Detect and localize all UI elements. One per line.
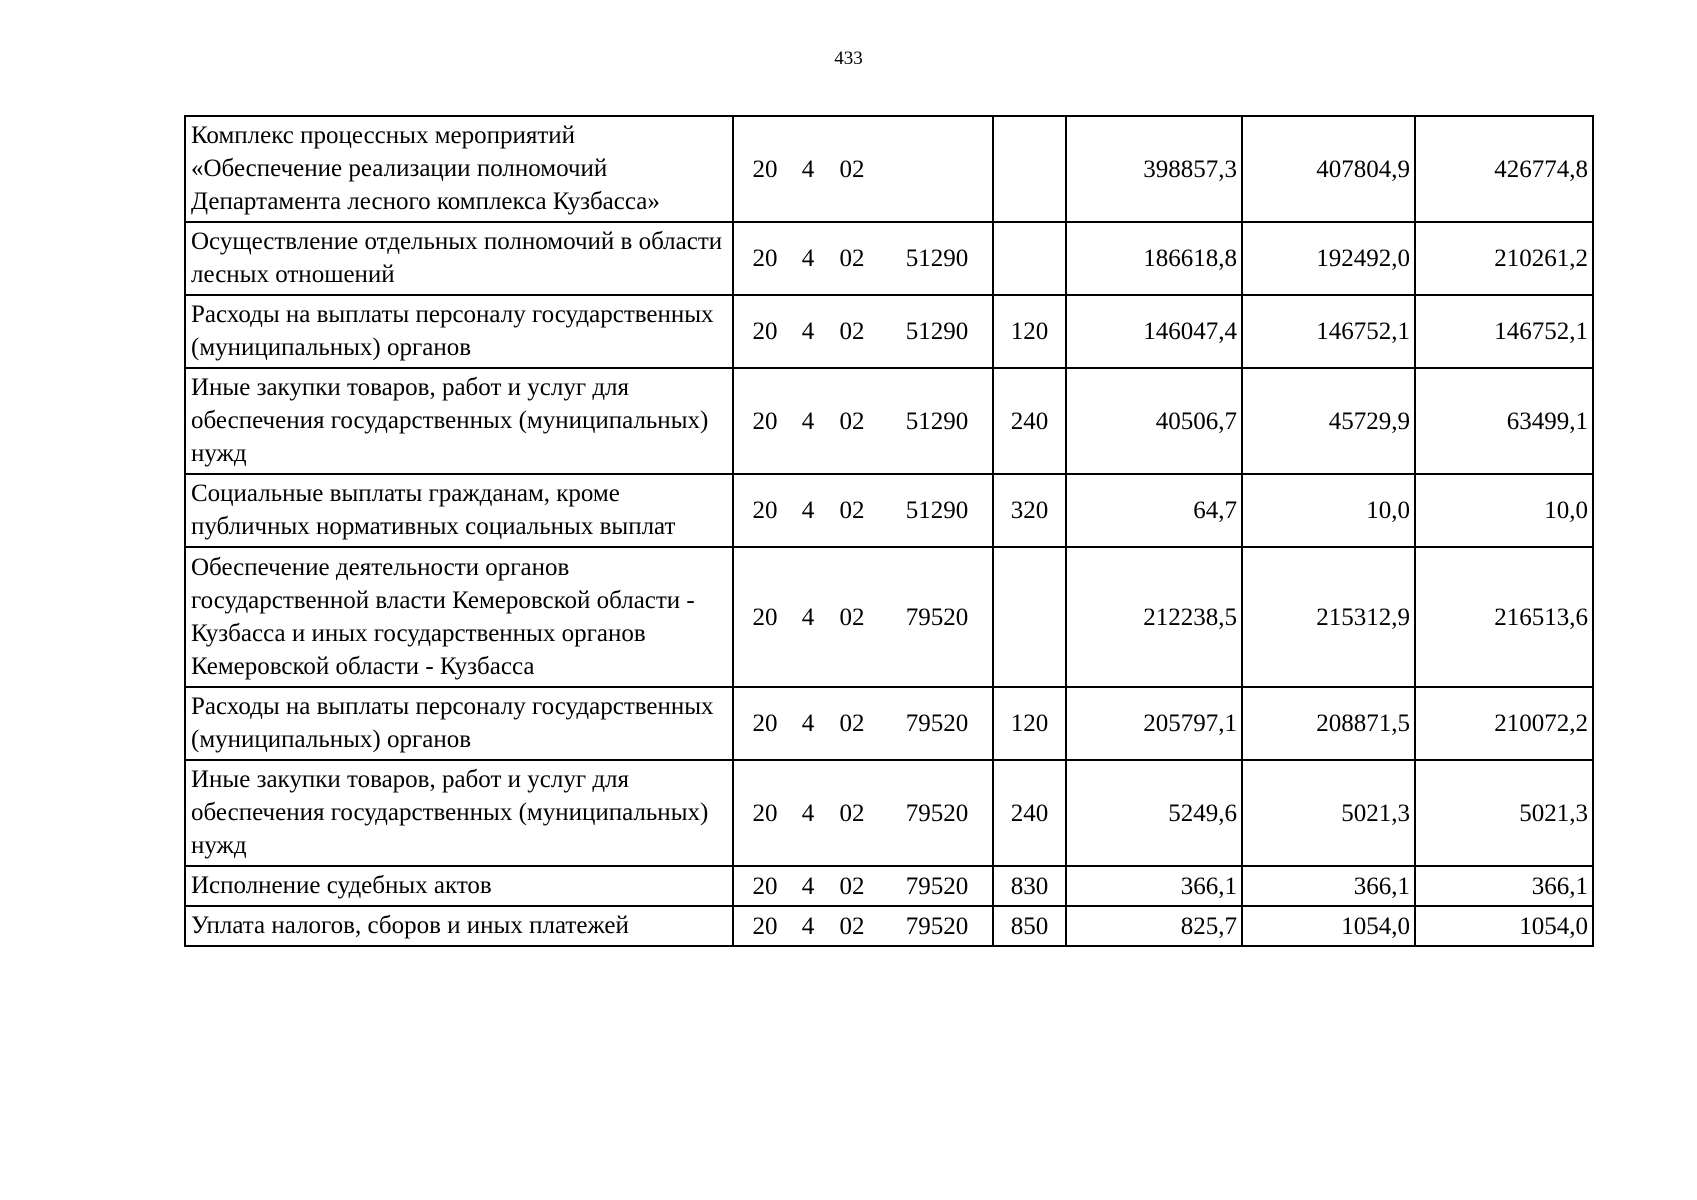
expense-type-code (993, 222, 1066, 295)
amount-year-3: 1054,0 (1415, 906, 1593, 946)
target-article-code (733, 687, 993, 760)
program-code: 20 (752, 710, 778, 737)
row-description: Расходы на выплаты персоналу государственных (муниципальных) органов (185, 687, 733, 760)
amount-year-1: 398857,3 (1066, 116, 1242, 222)
target-article-code (733, 866, 993, 906)
target-article-code (733, 222, 993, 295)
row-description: Обеспечение деятельности органов государственной власти Кемеровской области - Кузбасса и иных государственных органов Кемеровской области - Кузбасса (185, 547, 733, 687)
row-description: Осуществление отдельных полномочий в области лесных отношений (185, 222, 733, 295)
group-code: 02 (839, 318, 865, 345)
row-description: Комплекс процессных мероприятий «Обеспечение реализации полномочий Департамента лесного комплекса Кузбасса» (185, 116, 733, 222)
amount-year-1: 366,1 (1066, 866, 1242, 906)
group-code: 02 (839, 710, 865, 737)
page-number: 433 (834, 48, 863, 69)
direction-code: 79520 (905, 799, 969, 827)
row-description: Уплата налогов, сборов и иных платежей (185, 906, 733, 946)
amount-year-2: 10,0 (1242, 474, 1415, 547)
amount-year-3: 146752,1 (1415, 295, 1593, 368)
table-row (185, 474, 1593, 547)
direction-code: 51290 (905, 318, 969, 345)
table-row (185, 222, 1593, 295)
amount-year-3: 5021,3 (1415, 760, 1593, 866)
target-article-code (733, 368, 993, 474)
direction-code: 51290 (905, 407, 969, 435)
target-article-code (733, 116, 993, 222)
row-description: Иные закупки товаров, работ и услуг для обеспечения государственных (муниципальных) нужд (185, 760, 733, 866)
expense-type-code: 240 (993, 368, 1066, 474)
amount-year-2: 366,1 (1242, 866, 1415, 906)
group-code: 02 (839, 497, 865, 524)
amount-year-3: 10,0 (1415, 474, 1593, 547)
expense-type-code (993, 547, 1066, 687)
subprogram-code: 4 (801, 407, 815, 435)
group-code: 02 (839, 155, 865, 183)
table-row (185, 906, 1593, 946)
table-row (185, 295, 1593, 368)
amount-year-1: 64,7 (1066, 474, 1242, 547)
expense-type-code (993, 116, 1066, 222)
amount-year-2: 146752,1 (1242, 295, 1415, 368)
amount-year-2: 208871,5 (1242, 687, 1415, 760)
amount-year-1: 825,7 (1066, 906, 1242, 946)
amount-year-3: 366,1 (1415, 866, 1593, 906)
amount-year-1: 212238,5 (1066, 547, 1242, 687)
row-description: Социальные выплаты гражданам, кроме публичных нормативных социальных выплат (185, 474, 733, 547)
direction-code: 79520 (905, 603, 969, 631)
expense-type-code: 830 (993, 866, 1066, 906)
amount-year-2: 1054,0 (1242, 906, 1415, 946)
target-article-code (733, 474, 993, 547)
row-description: Исполнение судебных актов (185, 866, 733, 906)
expense-type-code: 120 (993, 687, 1066, 760)
subprogram-code: 4 (801, 155, 815, 183)
direction-code: 79520 (905, 872, 969, 900)
target-article-code (733, 906, 993, 946)
amount-year-1: 146047,4 (1066, 295, 1242, 368)
table-row (185, 687, 1593, 760)
direction-code: 79520 (905, 710, 969, 737)
expense-type-code: 240 (993, 760, 1066, 866)
target-article-code (733, 760, 993, 866)
target-article-code (733, 295, 993, 368)
amount-year-1: 205797,1 (1066, 687, 1242, 760)
subprogram-code: 4 (801, 710, 815, 737)
row-description: Иные закупки товаров, работ и услуг для обеспечения государственных (муниципальных) нужд (185, 368, 733, 474)
group-code: 02 (839, 912, 865, 940)
amount-year-1: 186618,8 (1066, 222, 1242, 295)
target-article-code (733, 547, 993, 687)
table-row (185, 866, 1593, 906)
table-row (185, 760, 1593, 866)
program-code: 20 (752, 318, 778, 345)
expense-type-code: 850 (993, 906, 1066, 946)
program-code: 20 (752, 245, 778, 272)
expense-type-code: 320 (993, 474, 1066, 547)
subprogram-code: 4 (801, 912, 815, 940)
group-code: 02 (839, 407, 865, 435)
amount-year-3: 216513,6 (1415, 547, 1593, 687)
group-code: 02 (839, 872, 865, 900)
amount-year-2: 5021,3 (1242, 760, 1415, 866)
row-description: Расходы на выплаты персоналу государственных (муниципальных) органов (185, 295, 733, 368)
subprogram-code: 4 (801, 872, 815, 900)
direction-code: 51290 (905, 245, 969, 272)
amount-year-3: 63499,1 (1415, 368, 1593, 474)
amount-year-2: 45729,9 (1242, 368, 1415, 474)
amount-year-3: 210072,2 (1415, 687, 1593, 760)
program-code: 20 (752, 799, 778, 827)
amount-year-2: 407804,9 (1242, 116, 1415, 222)
budget-table (184, 115, 1594, 947)
amount-year-3: 210261,2 (1415, 222, 1593, 295)
program-code: 20 (752, 912, 778, 940)
amount-year-2: 215312,9 (1242, 547, 1415, 687)
table-row (185, 116, 1593, 222)
program-code: 20 (752, 872, 778, 900)
subprogram-code: 4 (801, 799, 815, 827)
program-code: 20 (752, 407, 778, 435)
program-code: 20 (752, 603, 778, 631)
table-row (185, 368, 1593, 474)
amount-year-3: 426774,8 (1415, 116, 1593, 222)
program-code: 20 (752, 155, 778, 183)
amount-year-1: 40506,7 (1066, 368, 1242, 474)
direction-code: 79520 (905, 912, 969, 940)
table-row (185, 547, 1593, 687)
subprogram-code: 4 (801, 245, 815, 272)
subprogram-code: 4 (801, 497, 815, 524)
amount-year-1: 5249,6 (1066, 760, 1242, 866)
amount-year-2: 192492,0 (1242, 222, 1415, 295)
subprogram-code: 4 (801, 603, 815, 631)
group-code: 02 (839, 603, 865, 631)
expense-type-code: 120 (993, 295, 1066, 368)
program-code: 20 (752, 497, 778, 524)
group-code: 02 (839, 245, 865, 272)
group-code: 02 (839, 799, 865, 827)
subprogram-code: 4 (801, 318, 815, 345)
direction-code: 51290 (905, 497, 969, 524)
